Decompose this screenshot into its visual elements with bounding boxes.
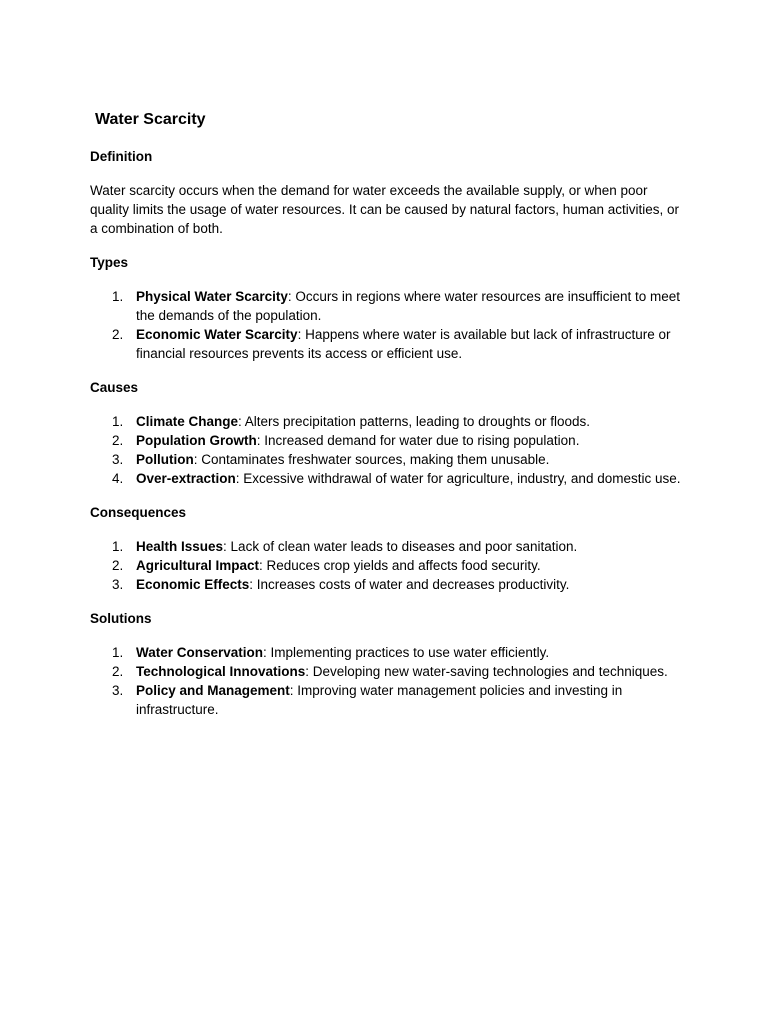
list-item xyxy=(90,412,690,431)
list-item xyxy=(90,643,690,662)
list-item-number: 1. xyxy=(112,414,124,429)
list-item-description: : Developing new water-saving technologies and techniques. xyxy=(305,664,668,679)
solutions-heading: Solutions xyxy=(90,611,152,626)
list-item xyxy=(90,575,690,594)
list-item-description: : Occurs in regions where water resources are insufficient to meet the demands of the population. xyxy=(136,289,681,323)
list-item xyxy=(90,556,690,575)
consequences-heading: Consequences xyxy=(90,505,187,520)
list-item-number: 1. xyxy=(112,645,124,660)
list-item-term: Population Growth xyxy=(136,433,257,448)
list-item-number: 4. xyxy=(112,471,124,486)
list-item-term: Economic Water Scarcity xyxy=(136,327,298,342)
list-item xyxy=(90,450,690,469)
list-item-description: : Excessive withdrawal of water for agriculture, industry, and domestic use. xyxy=(235,471,681,486)
list-item-term: Climate Change xyxy=(136,414,239,429)
list-item-term: Health Issues xyxy=(136,539,224,554)
list-item-number: 2. xyxy=(112,327,124,342)
list-item-description: : Happens where water is available but lack of infrastructure or financial resources prevents its access or efficient use. xyxy=(136,327,671,361)
list-item-number: 3. xyxy=(112,452,124,467)
list-item-description: : Alters precipitation patterns, leading to droughts or floods. xyxy=(238,414,590,429)
list-item-number: 2. xyxy=(112,664,124,679)
list-item xyxy=(90,662,690,681)
list-item xyxy=(90,469,690,488)
list-item-term: Over-extraction xyxy=(136,471,236,486)
list-item-description: : Contaminates freshwater sources, making them unusable. xyxy=(193,452,550,467)
consequences-list xyxy=(90,537,690,594)
definition-heading: Definition xyxy=(90,149,153,164)
list-item-number: 2. xyxy=(112,433,124,448)
list-item-term: Water Conservation xyxy=(136,645,264,660)
list-item-number: 2. xyxy=(112,558,124,573)
list-item xyxy=(90,431,690,450)
document-page xyxy=(90,108,690,719)
list-item-description: : Increased demand for water due to rising population. xyxy=(256,433,580,448)
list-item-term: Physical Water Scarcity xyxy=(136,289,288,304)
list-item xyxy=(90,325,690,363)
list-item-term: Economic Effects xyxy=(136,577,250,592)
list-item-number: 1. xyxy=(112,289,124,304)
list-item-description: : Increases costs of water and decreases productivity. xyxy=(249,577,570,592)
types-heading: Types xyxy=(90,255,129,270)
list-item-number: 1. xyxy=(112,539,124,554)
solutions-list xyxy=(90,643,690,719)
list-item xyxy=(90,537,690,556)
list-item xyxy=(90,287,690,325)
list-item-number: 3. xyxy=(112,683,124,698)
document-title: Water Scarcity xyxy=(95,111,206,128)
list-item-term: Agricultural Impact xyxy=(136,558,260,573)
causes-heading: Causes xyxy=(90,380,139,395)
definition-text: Water scarcity occurs when the demand for water exceeds the available supply, or when poor quality limits the usage of water resources. It can be caused by natural factors, human activities, or a combination of both. xyxy=(90,183,680,236)
list-item-term: Pollution xyxy=(136,452,194,467)
list-item-term: Technological Innovations xyxy=(136,664,306,679)
list-item-description: : Lack of clean water leads to diseases and poor sanitation. xyxy=(223,539,578,554)
list-item xyxy=(90,681,690,719)
list-item-description: : Reduces crop yields and affects food security. xyxy=(259,558,541,573)
list-item-description: : Implementing practices to use water efficiently. xyxy=(263,645,550,660)
list-item-number: 3. xyxy=(112,577,124,592)
list-item-term: Policy and Management xyxy=(136,683,290,698)
list-item-description: : Improving water management policies and investing in infrastructure. xyxy=(136,683,623,717)
causes-list xyxy=(90,412,690,488)
types-list xyxy=(90,287,690,363)
